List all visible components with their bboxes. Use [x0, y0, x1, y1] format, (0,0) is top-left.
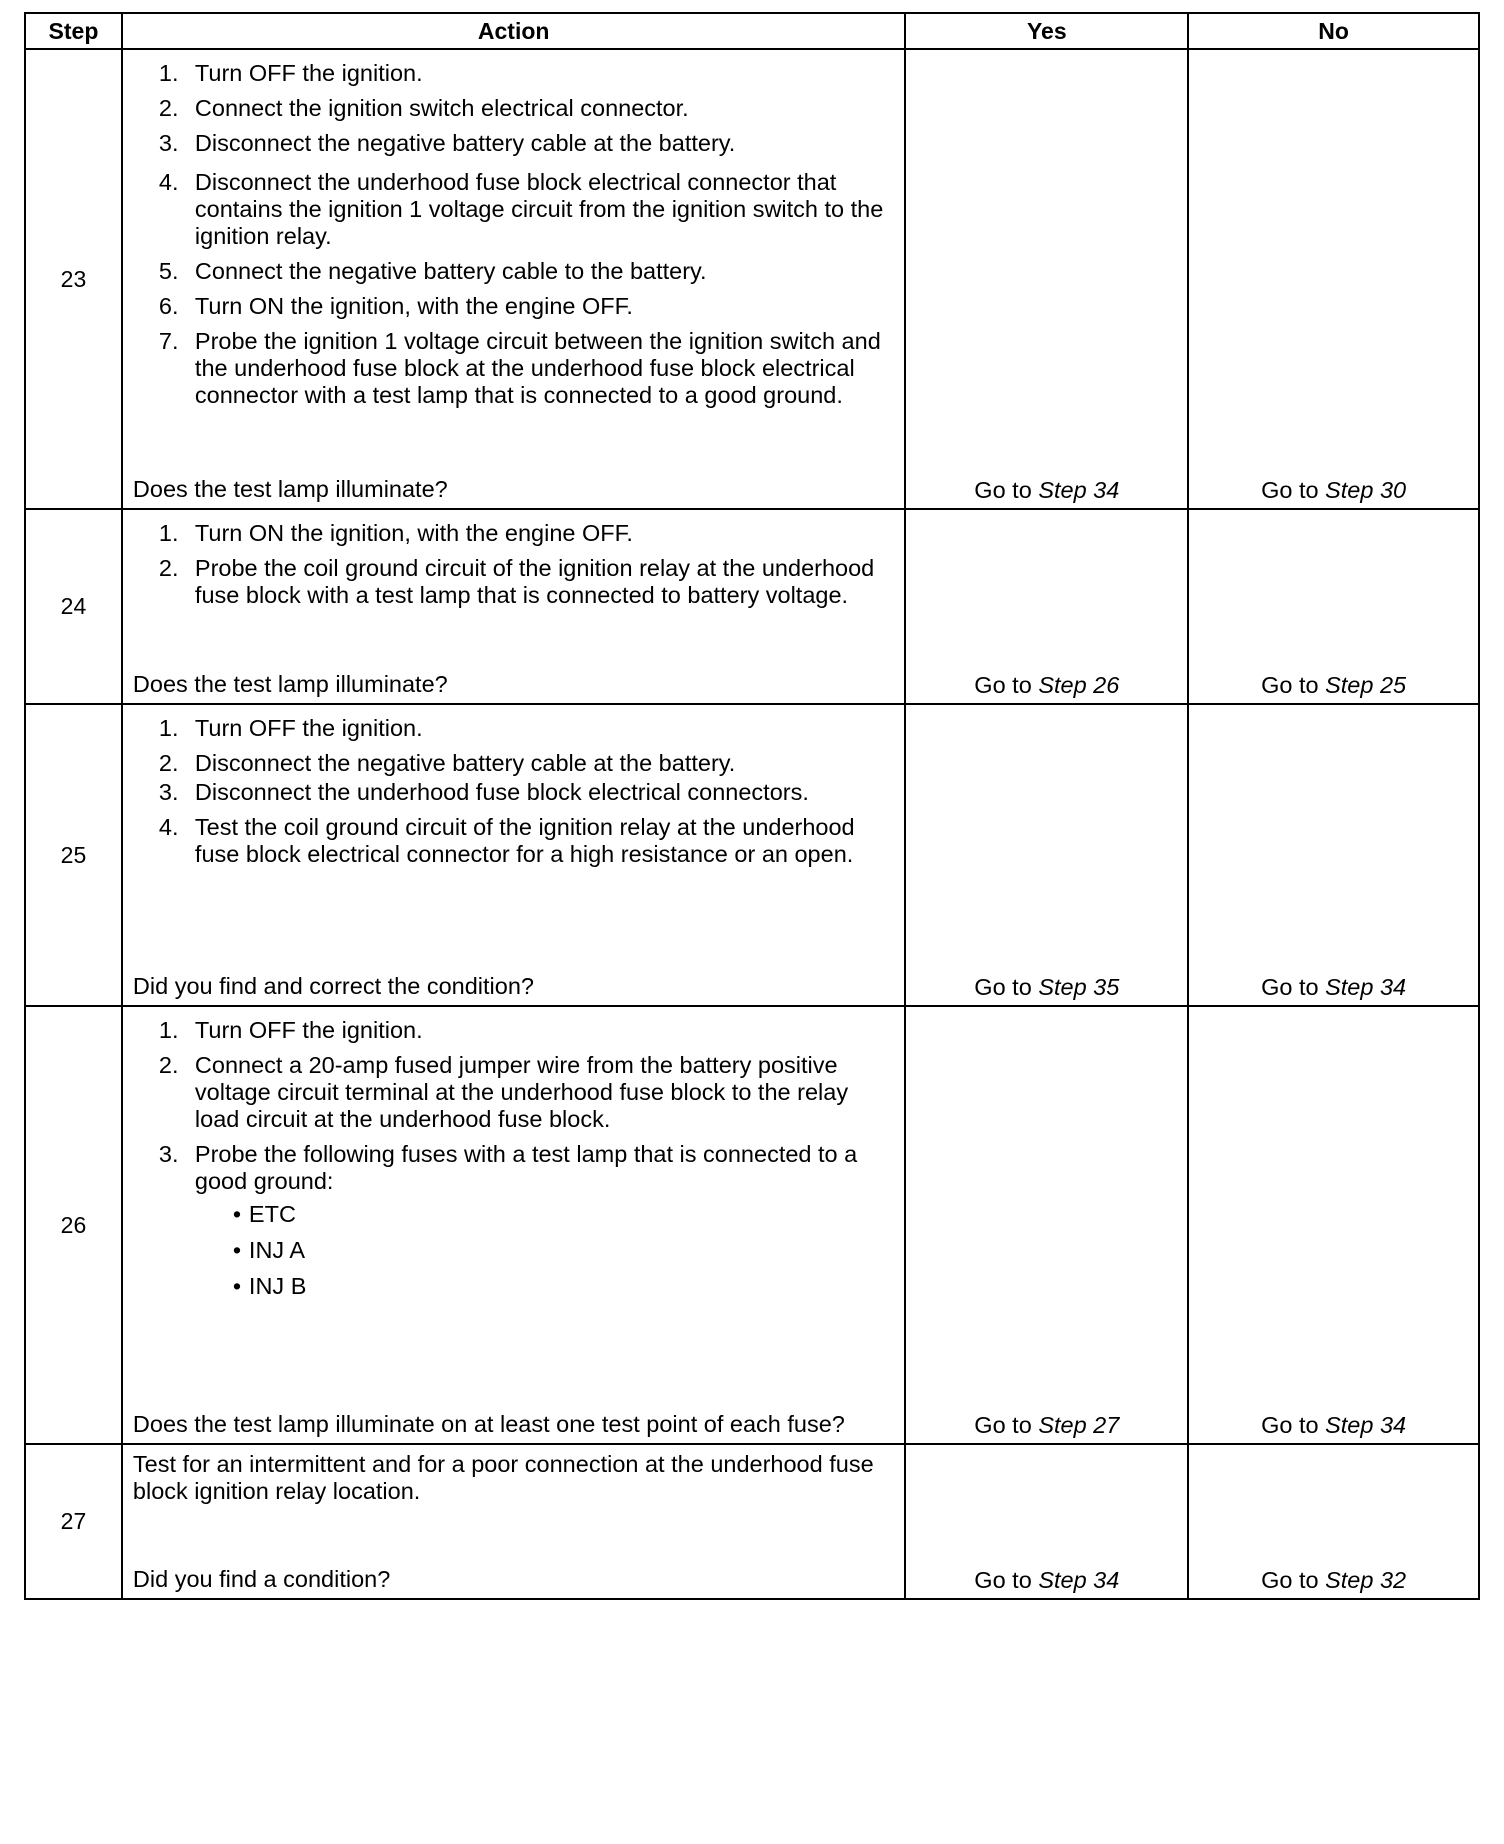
- header-action: Action: [122, 13, 906, 49]
- diagnostic-table: [24, 12, 1480, 1600]
- action-text: Test for an intermittent and for a poor connection at the underhood fuse block ignition relay location.: [132, 1451, 874, 1504]
- action-steps: [133, 520, 895, 617]
- action-steps: [133, 60, 895, 417]
- list-item: 1. Turn OFF the ignition.: [158, 1017, 423, 1043]
- list-item: 4. Test the coil ground circuit of the ignition relay at the underhood fuse block electrical connector for a high resistance or an open.: [158, 814, 855, 867]
- step-number: 23: [25, 49, 122, 509]
- table-row-step-26: [25, 1006, 1479, 1444]
- yes-cell: Go to Step 34: [905, 1444, 1188, 1599]
- action-steps: [133, 1017, 895, 1309]
- step-number: 27: [25, 1444, 122, 1599]
- no-cell: Go to Step 30: [1188, 49, 1479, 509]
- table-row-step-24: [25, 509, 1479, 704]
- yes-cell: Go to Step 27: [905, 1006, 1188, 1444]
- list-item: • INJ B: [232, 1273, 307, 1299]
- list-item: 1. Turn ON the ignition, with the engine OFF.: [158, 520, 633, 546]
- action-cell: [122, 49, 906, 509]
- list-item: • ETC: [232, 1201, 296, 1227]
- table-row-step-25: [25, 704, 1479, 1006]
- list-item: 3. Probe the following fuses with a test lamp that is connected to a good ground: • ETC • INJ A • INJ B: [159, 1141, 895, 1300]
- yes-step-link: Step 26: [1038, 672, 1120, 698]
- no-cell: Go to Step 34: [1188, 1006, 1479, 1444]
- yes-step-link: Step 34: [1038, 1567, 1120, 1593]
- list-item: 3. Disconnect the negative battery cable at the battery.: [158, 130, 736, 156]
- step-number: 26: [25, 1006, 122, 1444]
- list-item: 2. Probe the coil ground circuit of the ignition relay at the underhood fuse block with a test lamp that is connected to battery voltage.: [158, 555, 875, 608]
- yes-step-link: Step 27: [1038, 1412, 1120, 1438]
- list-item: 2. Connect the ignition switch electrical connector.: [158, 95, 689, 121]
- question-text: Did you find and correct the condition?: [132, 973, 534, 999]
- action-cell: [122, 509, 906, 704]
- list-item: 2. Disconnect the negative battery cable at the battery.: [158, 750, 736, 776]
- yes-cell: Go to Step 26: [905, 509, 1188, 704]
- list-item: 7. Probe the ignition 1 voltage circuit between the ignition switch and the underhood fuse block at the underhood fuse block electrical connector with a test lamp that is connected to a good ground.: [158, 328, 881, 408]
- list-item: 5. Connect the negative battery cable to the battery.: [158, 258, 707, 284]
- list-item: 4. Disconnect the underhood fuse block electrical connector that contains the ignition 1 voltage circuit from the ignition switch to the ignition relay.: [158, 169, 884, 249]
- step-number: 24: [25, 509, 122, 704]
- action-cell: [122, 1444, 906, 1599]
- table-row-step-23: [25, 49, 1479, 509]
- question-text: Did you find a condition?: [132, 1566, 391, 1592]
- no-step-link: Step 25: [1325, 672, 1407, 698]
- header-step: Step: [25, 13, 122, 49]
- no-cell: Go to Step 32: [1188, 1444, 1479, 1599]
- action-cell: [122, 1006, 906, 1444]
- yes-cell: Go to Step 35: [905, 704, 1188, 1006]
- list-item: • INJ A: [232, 1237, 306, 1263]
- no-step-link: Step 34: [1325, 974, 1407, 1000]
- action-cell: [122, 704, 906, 1006]
- list-item: 1. Turn OFF the ignition.: [158, 715, 423, 741]
- list-item: 6. Turn ON the ignition, with the engine OFF.: [158, 293, 633, 319]
- list-item: 3. Disconnect the underhood fuse block electrical connectors.: [158, 779, 809, 805]
- table-row-step-27: [25, 1444, 1479, 1599]
- fuse-list: [195, 1201, 895, 1300]
- question-text: Does the test lamp illuminate?: [132, 671, 448, 697]
- no-step-link: Step 34: [1325, 1412, 1407, 1438]
- step-number: 25: [25, 704, 122, 1006]
- question-text: Does the test lamp illuminate?: [132, 476, 448, 502]
- list-item: 2. Connect a 20-amp fused jumper wire from the battery positive voltage circuit terminal at the underhood fuse block to the relay load circuit at the underhood fuse block.: [158, 1052, 849, 1132]
- action-steps: [133, 715, 895, 876]
- no-cell: Go to Step 25: [1188, 509, 1479, 704]
- yes-step-link: Step 34: [1038, 477, 1120, 503]
- list-item: 1. Turn OFF the ignition.: [158, 60, 423, 86]
- header-no: No: [1188, 13, 1479, 49]
- header-yes: Yes: [905, 13, 1188, 49]
- header-row: [25, 13, 1479, 49]
- no-step-link: Step 30: [1325, 477, 1407, 503]
- no-step-link: Step 32: [1325, 1567, 1407, 1593]
- yes-step-link: Step 35: [1038, 974, 1120, 1000]
- yes-cell: Go to Step 34: [905, 49, 1188, 509]
- question-text: Does the test lamp illuminate on at least one test point of each fuse?: [132, 1411, 845, 1437]
- no-cell: Go to Step 34: [1188, 704, 1479, 1006]
